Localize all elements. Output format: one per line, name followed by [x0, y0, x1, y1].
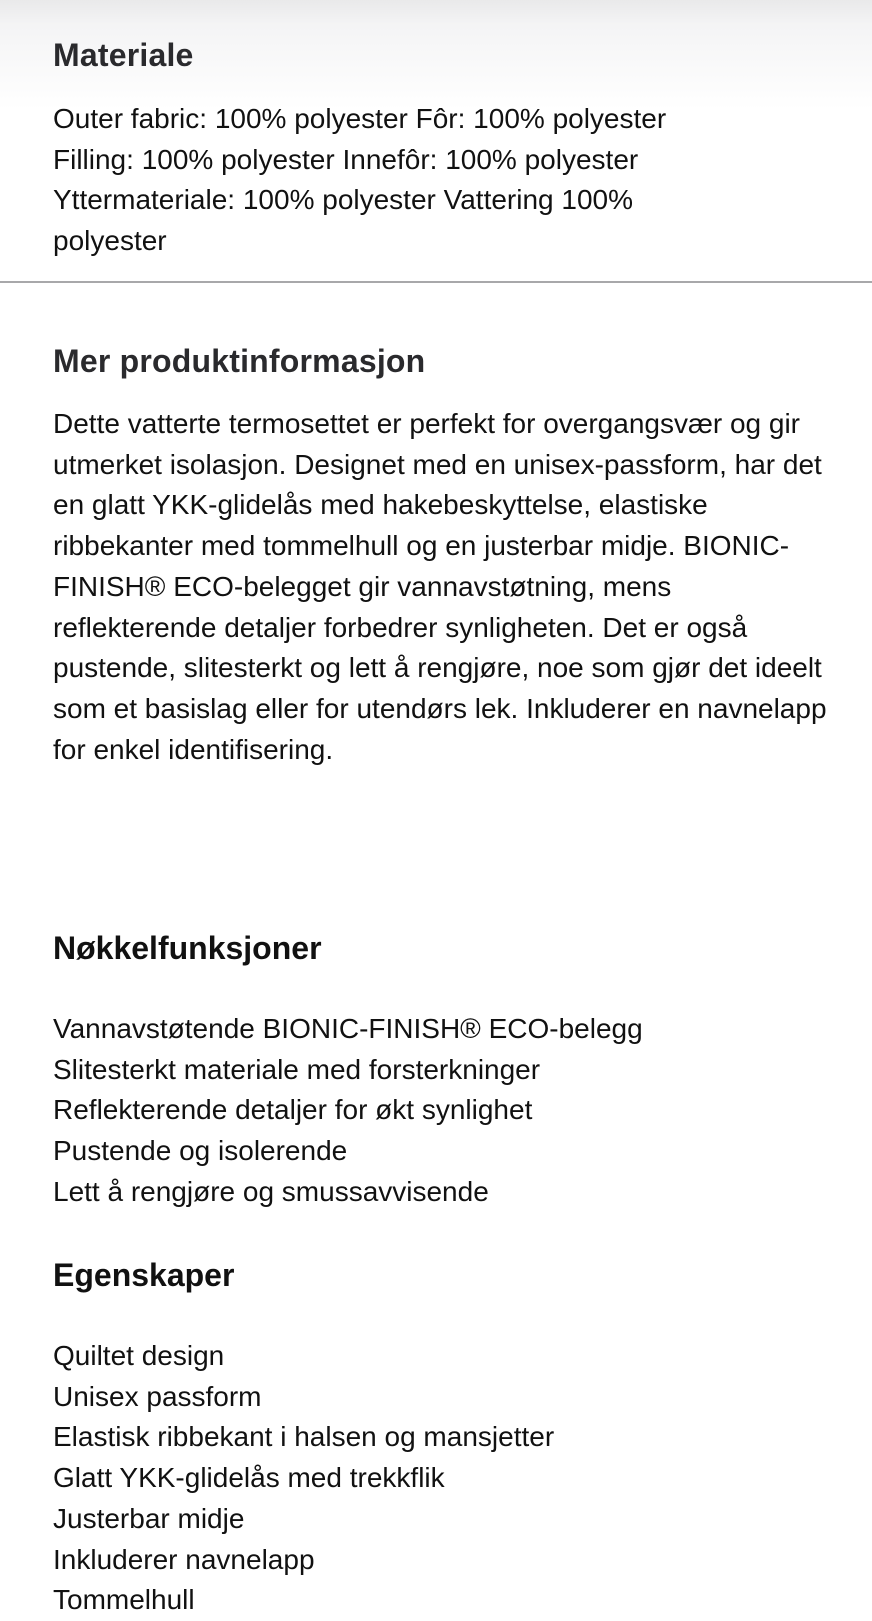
section-divider	[0, 281, 872, 283]
product-info-section	[53, 342, 833, 770]
key-features-heading: Nøkkelfunksjoner	[53, 930, 322, 966]
list-item: Glatt YKK-glidelås med trekkflik	[53, 1462, 445, 1494]
material-section	[53, 36, 833, 262]
product-info-text: Dette vatterte termosettet er perfekt for overgangsvær og gir utmerket isolasjon. Designet med en unisex-passform, har det en glatt YKK-glidelås med hakebeskyttelse, elastiske ribbekanter med tommelhull og en justerbar midje. BIONIC-FINISH® ECO-belegget gir vannavstøtning, mens reflekterende detaljer forbedrer synligheten. Det er også pustende, slitesterkt og lett å rengjøre, noe som gjør det ideelt som et basislag eller for utendørs lek. Inkluderer en navnelapp for enkel identifisering.	[53, 408, 827, 765]
properties-section	[53, 1256, 833, 1621]
properties-list	[53, 1336, 833, 1621]
list-item: Justerbar midje	[53, 1502, 245, 1534]
list-item: Reflekterende detaljer for økt synlighet	[53, 1094, 533, 1126]
list-item: Inkluderer navnelapp	[53, 1543, 315, 1575]
key-features-list	[53, 1009, 833, 1213]
list-item: Elastisk ribbekant i halsen og mansjetter	[53, 1421, 555, 1453]
list-item: Unisex passform	[53, 1380, 262, 1412]
list-item: Tommelhull	[53, 1584, 195, 1616]
product-info-heading: Mer produktinformasjon	[53, 343, 426, 379]
material-text: Outer fabric: 100% polyester Fôr: 100% polyester Filling: 100% polyester Innefôr: 100% polyester Yttermateriale: 100% polyester Vattering 100% polyester	[53, 103, 667, 257]
list-item: Lett å rengjøre og smussavvisende	[53, 1175, 489, 1207]
list-item: Quiltet design	[53, 1340, 225, 1371]
list-item: Slitesterkt materiale med forsterkninger	[53, 1053, 541, 1085]
material-heading: Materiale	[53, 37, 194, 73]
properties-heading: Egenskaper	[53, 1257, 235, 1293]
list-item: Pustende og isolerende	[53, 1135, 348, 1167]
key-features-section	[53, 929, 833, 1213]
list-item: Vannavstøtende BIONIC-FINISH® ECO-belegg	[53, 1013, 643, 1044]
